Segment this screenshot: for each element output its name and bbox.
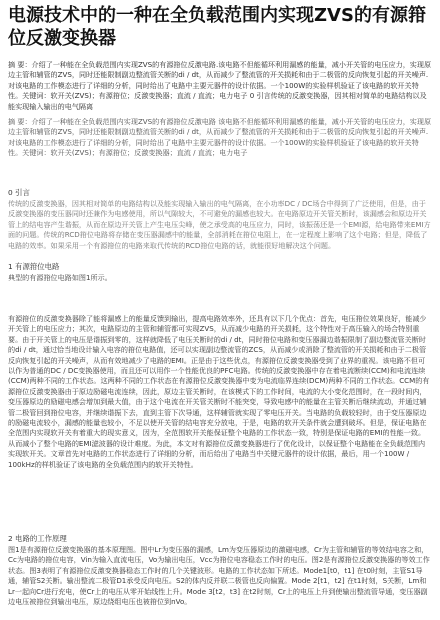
section1-heading: 1 有源箝位电路 — [8, 262, 60, 271]
abstract-primary: 摘 要：介绍了一种能在全负载范围内实现ZVS的有源箝位反激电路.该电路不但能循环利用漏感的能量，减小开关管的电压应力，实现原边主管和辅管的ZVS，同时还能限制副边整流管关断的di / dt，从而减少了整流管的开关损耗和由于二极管的反向恢复引起的开关噪声.对该电路的工作模态进行了详细的分析，同时给出了电路中主要元器件的设计依据。一个100W的实验样机验证了该电路的软开关特性。关键词：软开关(ZVS)；有源箝位；反激变换器；直流 / 直流；电力电子 0 引言传统的反激变换器，因其相对简单的电路结构以及能实现输入输出的电气隔离 — [8, 60, 432, 111]
section1-paragraph: 典型的有源箝位电路如图1所示。 — [8, 273, 112, 282]
intro-paragraph: 传统的反激变换器，因其相对简单的电路结构以及能实现输入输出的电气隔离，在小功率DC / DC场合中得到了广泛使用，但是，由于反激变换器的变压器同时还兼作为电感使用，所以气隙较大，不可避免的漏感也较大。在电路原边开关管关断时，该漏感会和原边开关管上的结电容产生谐振，从而在原边开关管上产生电压尖峰，使之承受高的电压应力，同时，该振荡还是一个EMI源，给电路带来EMI方面的问题。传统的RCD箝位电路将存储在变压器漏感中的能量，全部消耗在箝位电阻上，在一定程度上影响了这个电路；但是，降低了电路的效率。如果采用一个有源箝位的电路来取代传统的RCD箝位电路的话，就能很好地解决这个问题。 — [8, 199, 431, 250]
intro-heading: 0 引言 — [8, 188, 30, 197]
document-title: 电源技术中的一种在全负载范围内实现ZVS的有源箝位反激变换器 — [8, 5, 426, 49]
section2-heading: 2 电路的工作原理 — [8, 534, 67, 543]
main-body-text: 有源箝位的反激变换器除了能将漏感上的能量反馈到输出，提高电路效率外，还具有以下几个优点：首先，电压箝位效果良好，能减少开关管上的电压应力；其次，电路原边的主管和辅管都可实现ZVS，从而减少电路的开关损耗，这个特性对于高压输入的场合特别重要。由于开关管上的电压是谐振到零的，这样就降低了电压关断时的di / dt，同时箝位电路和变压器漏边谐振限制了副边整流管关断时的di / dt，通过恰当地设计输入电容的箝位电路值，还可以实现副边整流管的ZCS，从而减少或消除了整流管的开关损耗和由于二极管反向恢复引起的开关噪声，从而有效地减少了电路的EMI。正是由于这些优点，有源箝位反激变换器受到了业界的重视。该电路不但可以作为普通的DC / DC变换器使用，而且还可以用作一个性能优良的PFC电路。传统的反激变换器中存在着电流断续(CCM)和电流连续(CCM)两种不同的工作状态。这两种不同的工作状态在有源箝位反激变换器中变为电流临界连续(DCM)两种不同的工作状态。CCM的有源箝位反激变换器由于原边励磁电流连续，因此，原边主管关断时，在该模式下的工作时间，电流的大小变化范围时，在一段时间内，变压器原边的励磁电感会增加到最大值，由于这个电流在开关管关断时不能突变，导致电感中的能量在主管关断后继续流动，并通过辅管二极管回到箝位电容，并继续谐振下去，直到主管下次导通，这样辅管就实现了零电压开关。当电路的负载较轻时，由于变压器原边的励磁电流较小，漏感的能量也较小，不足以使开关管的结电容充分放电，于是，电路的软开关条件就会遭到破坏。但是，保证电路在全范围内实现软开关有着重大的现实意义，因为，全范围软开关能保证整个电路的工作状态一致，特别是保证电路的EMI的性能一致。从而减小了整个电路的EMI滤波器的设计难度。为此，本文对有源箝位反激变换器进行了优化设计，以保证整个电路能在全负载范围内实现软开关。文章首先对电路的工作状态进行了详细的分析，而后给出了电路当中关键元器件的设计依据，最后，用一个100W / 100kHz的样机验证了该电路的全负载范围内的软开关特性。 — [8, 314, 430, 469]
abstract-secondary: 摘 要：介绍了一种能在全负载范围内实现ZVS的有源箝位反激电路 该电路不但能循环利用漏感的能量，减小开关管的电压应力，实现原边主管和辅管的ZVS，同时还能限制副边整流管关断的di / dt，从而减少了整流管的开关损耗和由于二极管的反向恢复引起的开关噪声.对该电路的工作模态进行了详细的分析，同时给出了电路中主要元器件的设计依据。一个100W的实验样机验证了该电路的软开关特性。关键词：软开关(ZVS)；有源箝位；反激变换器；直流 / 直流；电力电子 — [8, 117, 432, 158]
section2-paragraph: 图1是有源箝位反激变换器的基本原理图。图中Lr为变压器的漏感，Lm为变压器原边的激磁电感，Cr为主管和辅管的等效结电容之和，Cc为电路的箝位电容，Vin为输入直流电压，Vo为输出电压，Vcc为箝位电容稳态工作时的电压。图2是有源箝位反激变换器的等效工作状态。图3表明了有源箝位反激变换器稳态工作时的几个关键波形。电路的工作状态如下所述。Mode1[t0，t1] 在t0时刻，主管S1导通，辅管S2关断。输出整流二极管D1承受反向电压。S2的体内反并联二极管也反向偏置。Mode 2[t1，t2] 在t1时刻，S关断，Lm和Lr一起向Cr进行充电，使Cr上的电压从零开始线性上升。Mode 3[t2，t3] 在t2时刻，Cr上的电压上升到使输出整流管导通，变压器副边电压被箝位到输出电压，原边绕组电压也被箝位到nVo。 — [8, 545, 430, 607]
